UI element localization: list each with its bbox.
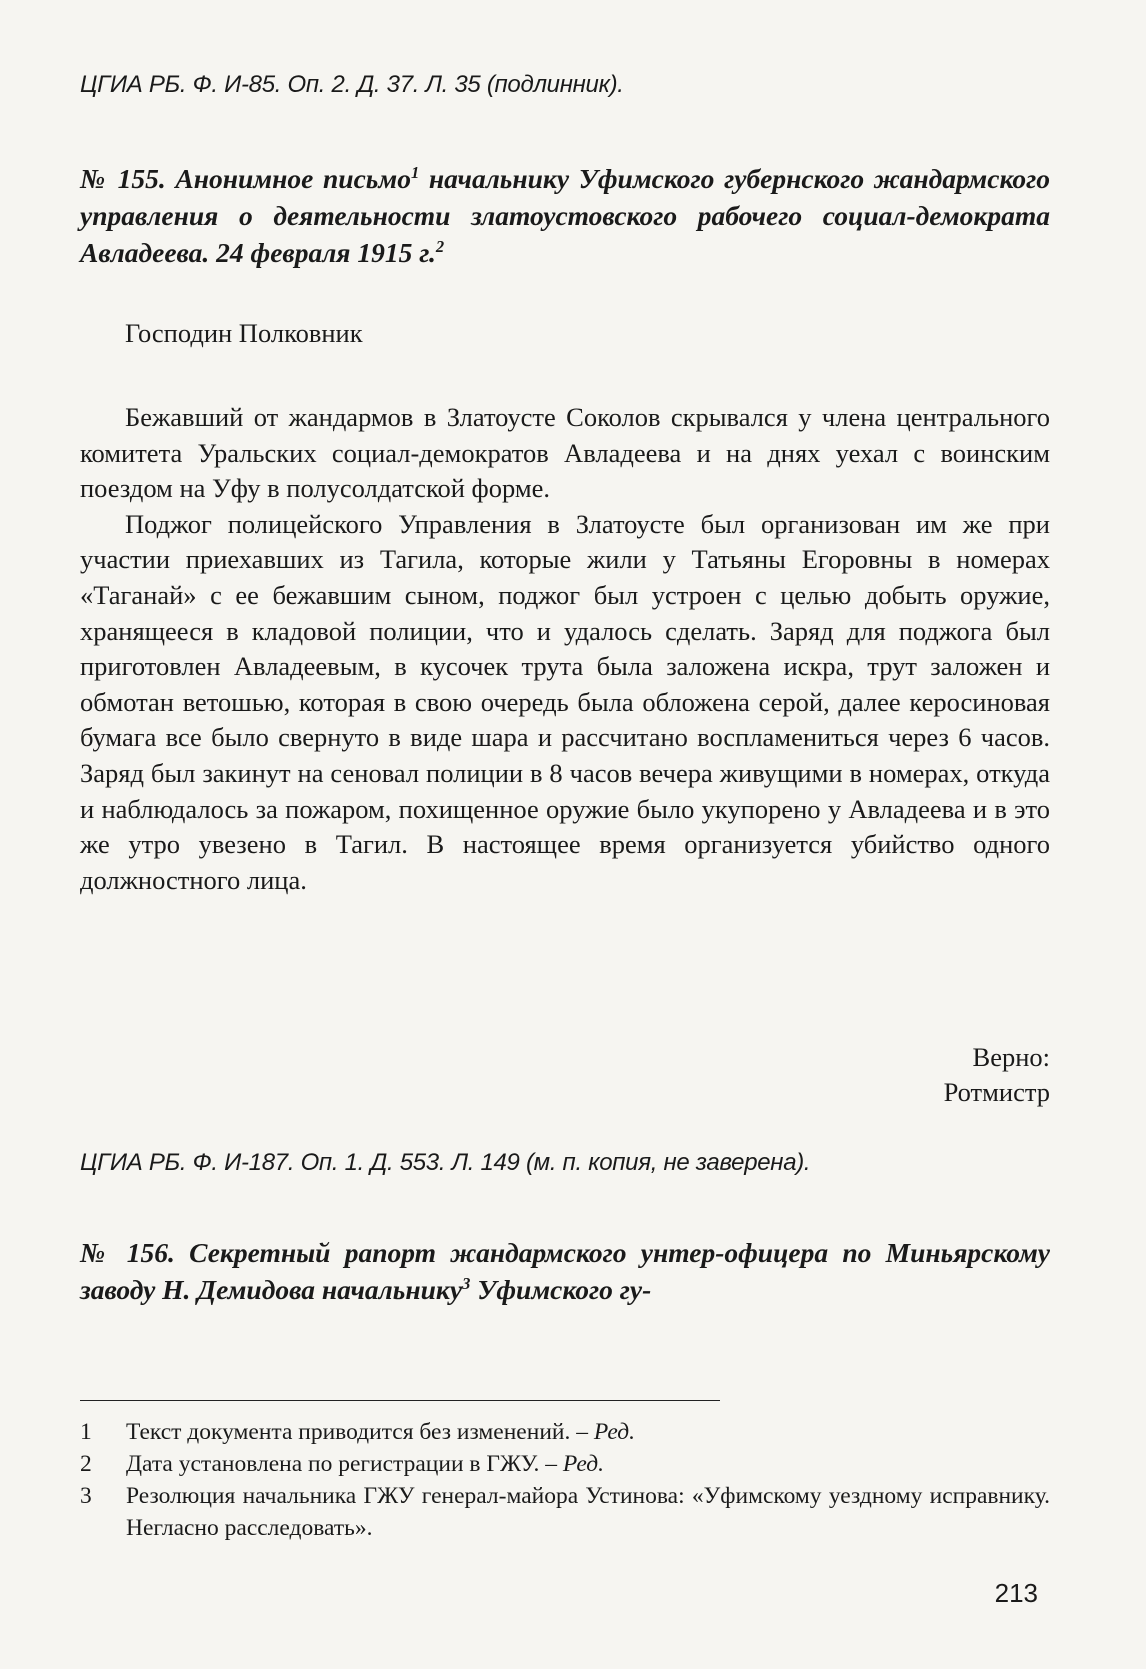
document-156-title — [80, 1234, 1050, 1308]
footnote-number: 2 — [80, 1451, 92, 1477]
signature-rank: Ротмистр — [943, 1077, 1050, 1107]
doc156-title-part1: № 156. Секретный рапорт жандармского унтер-офицера по Миньярскому заводу Н. Демидова начальнику — [80, 1237, 1050, 1305]
paragraph-2: Поджог полицейского Управления в Златоусте был организован им же при участии приехавших из Тагила, которые жили у Татьяны Егоровны в номерах «Таганай» с ее бежавшим сыном, поджог был устроен с целью добыть оружие, хранящееся в кладовой полиции, что и удалось сделать. Заряд для поджога был приготовлен Авладеевым, в кусочек трута была заложена искра, трут заложен и обмотан ветошью, которая в свою очередь была обложена серой, далее керосиновая бумага все было свернуто в виде шара и рассчитано воспламениться через 6 часов. Заряд был закинут на сеновал полиции в 8 часов вечера живущими в номерах, откуда и наблюдалось за пожаром, похищенное оружие было укупорено у Авладеева и в это же утро увезено в Тагил. В настоящее время организуется убийство одного должностного лица. — [80, 508, 1050, 895]
footnote-editor-note: Ред. — [593, 1419, 635, 1445]
footnote-marker-1: 1 — [410, 162, 420, 182]
footnote-text: Текст документа приводится без изменений. – — [126, 1419, 594, 1445]
paragraph-1: Бежавший от жандармов в Златоусте Соколов скрывался у члена центрального комитета Уральских социал-демократов Авладеева и на днях уехал с воинским поездом на Уфу в полусолдатской форме. — [80, 402, 1050, 504]
doc155-title-part2: начальнику Уфимского губернского жандармского управления о деятельности златоустовского рабочего социал-демократа Авладеева. 24 февраля 1915 г. — [80, 163, 1050, 268]
letter-body — [80, 400, 1050, 898]
signature-block — [944, 1040, 1050, 1110]
page-number: 213 — [994, 1578, 1038, 1608]
signature-verified: Верно: — [972, 1042, 1050, 1072]
doc155-title-part1: № 155. Анонимное письмо — [80, 163, 411, 194]
archive-reference-155: ЦГИА РБ. Ф. И-187. Оп. 1. Д. 553. Л. 149 (м. п. копия, не заверена). — [80, 1149, 811, 1176]
footnote-item — [80, 1480, 1050, 1544]
archive-reference-top: ЦГИА РБ. Ф. И-85. Оп. 2. Д. 37. Л. 35 (подлинник). — [80, 71, 624, 98]
footnote-divider — [80, 1400, 720, 1401]
footnotes — [80, 1416, 1050, 1544]
footnote-text: Резолюция начальника ГЖУ генерал-майора Устинова: «Уфимскому уездному исправнику. Негласно расследовать». — [126, 1483, 1050, 1541]
footnote-text: Дата установлена по регистрации в ГЖУ. – — [126, 1451, 563, 1477]
document-155-title — [80, 160, 1050, 271]
footnote-item — [80, 1416, 1050, 1448]
footnote-marker-2: 2 — [435, 236, 445, 256]
doc156-title-part2: Уфимского гу- — [470, 1274, 652, 1305]
footnote-item — [80, 1448, 1050, 1480]
salutation: Господин Полковник — [125, 318, 363, 348]
footnote-number: 1 — [80, 1419, 92, 1445]
footnote-number: 3 — [80, 1483, 92, 1509]
footnote-editor-note: Ред. — [562, 1451, 604, 1477]
footnote-marker-3: 3 — [462, 1273, 471, 1293]
